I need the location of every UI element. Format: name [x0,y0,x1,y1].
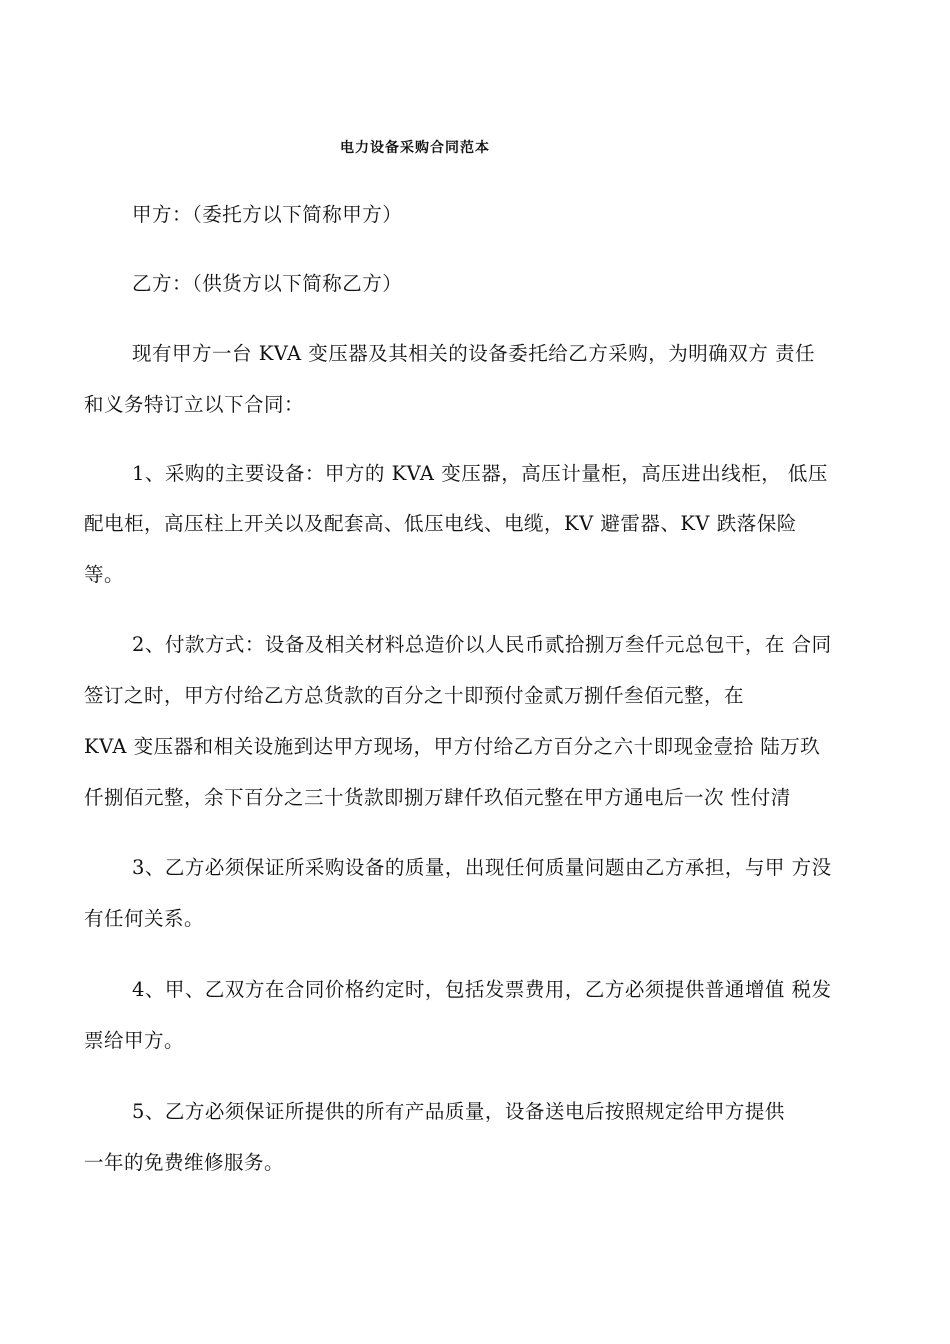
clause2-line-1: 2、付款方式：设备及相关材料总造价以人民币贰拾捌万叁仟元总包干，在 合同 [132,633,832,656]
clause5-line-2: 一年的免费维修服务。 [84,1151,285,1174]
clause5-line-1: 5、乙方必须保证所提供的所有产品质量，设备送电后按照规定给甲方提供 [132,1100,785,1123]
clause4-line-2: 票给甲方。 [84,1029,185,1052]
clause4-line-1: 4、甲、乙双方在合同价格约定时，包括发票费用，乙方必须提供普通增值 税发 [132,978,832,1001]
clause1-line-2: 配电柜，高压柱上开关以及配套高、低压电线、电缆，KV 避雷器、KV 跌落保险 [84,512,797,535]
clause1-line-3: 等。 [84,563,125,586]
clause3-line-2: 有任何关系。 [84,907,205,930]
clause1-line-1: 1、采购的主要设备：甲方的 KVA 变压器，高压计量柜，高压进出线柜， 低压 [132,462,828,485]
intro-line-2: 和义务特订立以下合同： [84,393,305,416]
clause2-line-2: 签订之时，甲方付给乙方总货款的百分之十即预付金贰万捌仟叁佰元整，在 [84,684,745,707]
clause2-line-4: 仟捌佰元整，余下百分之三十货款即捌万肆仟玖佰元整在甲方通电后一次 性付清 [84,786,791,809]
clause3-line-1: 3、乙方必须保证所采购设备的质量，出现任何质量问题由乙方承担，与甲 方没 [132,856,832,879]
page-title: 电力设备采购合同范本 [340,140,490,156]
clause2-line-3: KVA 变压器和相关设施到达甲方现场，甲方付给乙方百分之六十即现金壹拾 陆万玖 [84,735,821,758]
party-a-line: 甲方：（委托方以下简称甲方） [132,203,403,226]
party-b-line: 乙方：（供货方以下简称乙方） [132,272,403,295]
intro-line-1: 现有甲方一台 KVA 变压器及其相关的设备委托给乙方采购，为明确双方 责任 [132,342,816,365]
